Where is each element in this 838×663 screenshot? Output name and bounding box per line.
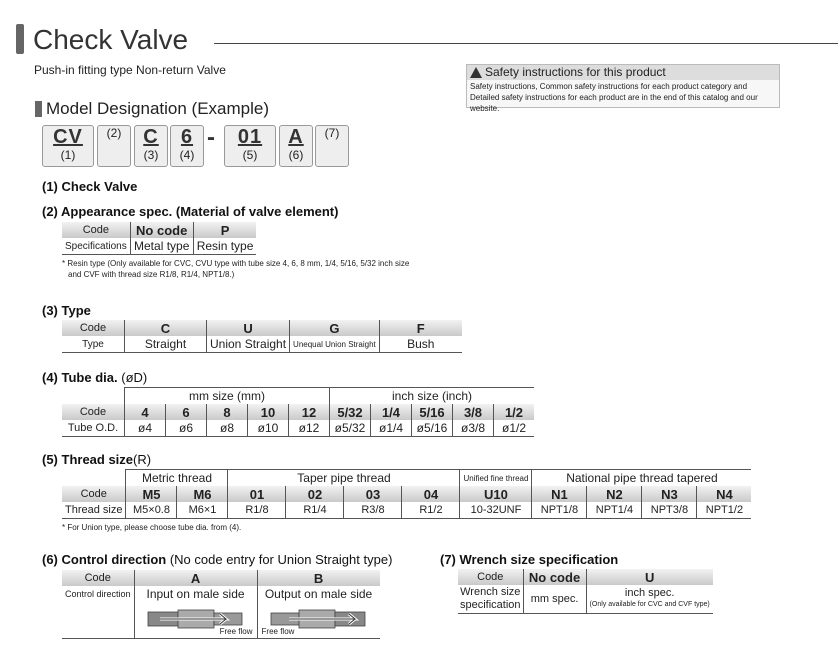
safety-heading: Safety instructions for this product [485, 65, 666, 79]
appearance-heading: (2) Appearance spec. (Material of valve element) [42, 204, 339, 219]
type-table: Code C U G F Type Straight Union Straight Unequal Union Straight Bush [62, 320, 462, 353]
control-direction-table: Code A B Control direction Input on male side Output on male side Free flow Free flow [62, 570, 380, 639]
tube-dia-heading: (4) Tube dia. (øD) [42, 370, 148, 385]
page-title: Check Valve [33, 24, 189, 55]
thread-size-table: Metric thread Taper pipe thread Unified fine thread National pipe thread tapered Code M5 M6 01 02 03 04 U10 N1 N2 N3 N4 Thread size M5×0.8 M6×1 R1/8 R1/4 R3/8 R1/2 10-32UNF NPT1/8 NPT1/4 NPT3/8 NPT1/2 [62, 469, 751, 519]
title-accent-bar [16, 24, 24, 54]
check-valve-heading: (1) Check Valve [42, 179, 138, 194]
section-accent-bar [35, 101, 42, 117]
appearance-note-1: * Resin type (Only available for CVC, CVU type with tube size 4, 6, 8 mm, 1/4, 5/16, 5/32 inch size [62, 259, 410, 268]
model-box-3: C (3) [134, 125, 168, 167]
thread-note: * For Union type, please choose tube dia. from (4). [62, 523, 242, 532]
wrench-size-table: Code No code U Wrench size specification mm spec. inch spec. (Only available for CVC and CVF type) [458, 569, 713, 614]
model-box-7: (7) [315, 125, 349, 167]
appearance-note-2: and CVF with thread size R1/8, R1/4, NPT1/8.) [68, 270, 235, 279]
appearance-table: Code No code P Specifications Metal type Resin type [62, 222, 256, 255]
model-box-6: A (6) [279, 125, 313, 167]
free-flow-label-b: Free flow [261, 627, 295, 636]
model-dash: - [207, 124, 215, 151]
wrench-row-label-1: Wrench size [460, 586, 521, 598]
type-heading: (3) Type [42, 303, 91, 318]
warning-icon [470, 67, 482, 78]
wrench-row-label-2: specification [460, 599, 521, 611]
page-subtitle: Push-in fitting type Non-return Valve [34, 63, 226, 77]
safety-body: Safety instructions, Common safety instructions for each product category and Detailed safety instructions for each product are in the end of this catalog and our website. [470, 82, 758, 113]
tube-dia-table: mm size (mm) inch size (inch) Code 4 6 8 10 12 5/32 1/4 5/16 3/8 1/2 Tube O.D. ø4 ø6 ø8 ø10 ø12 ø5/32 ø1/4 ø5/16 ø3/8 ø1/2 [62, 387, 534, 437]
model-box-5: 01 (5) [224, 125, 276, 167]
inch-spec-note: (Only available for CVC and CVF type) [589, 601, 710, 608]
thread-size-heading: (5) Thread size(R) [42, 452, 152, 467]
wrench-size-heading: (7) Wrench size specification [440, 552, 619, 567]
model-box-2: (2) [97, 125, 131, 167]
control-direction-heading: (6) Control direction (No code entry for Union Straight type) [42, 552, 393, 567]
model-box-4: 6 (4) [170, 125, 204, 167]
title-rule [214, 43, 838, 44]
model-box-1: CV (1) [42, 125, 94, 167]
inch-spec-value: inch spec. [624, 587, 675, 599]
model-designation-heading: Model Designation (Example) [46, 99, 269, 118]
safety-notice [466, 64, 780, 113]
free-flow-label-a: Free flow [219, 627, 253, 636]
